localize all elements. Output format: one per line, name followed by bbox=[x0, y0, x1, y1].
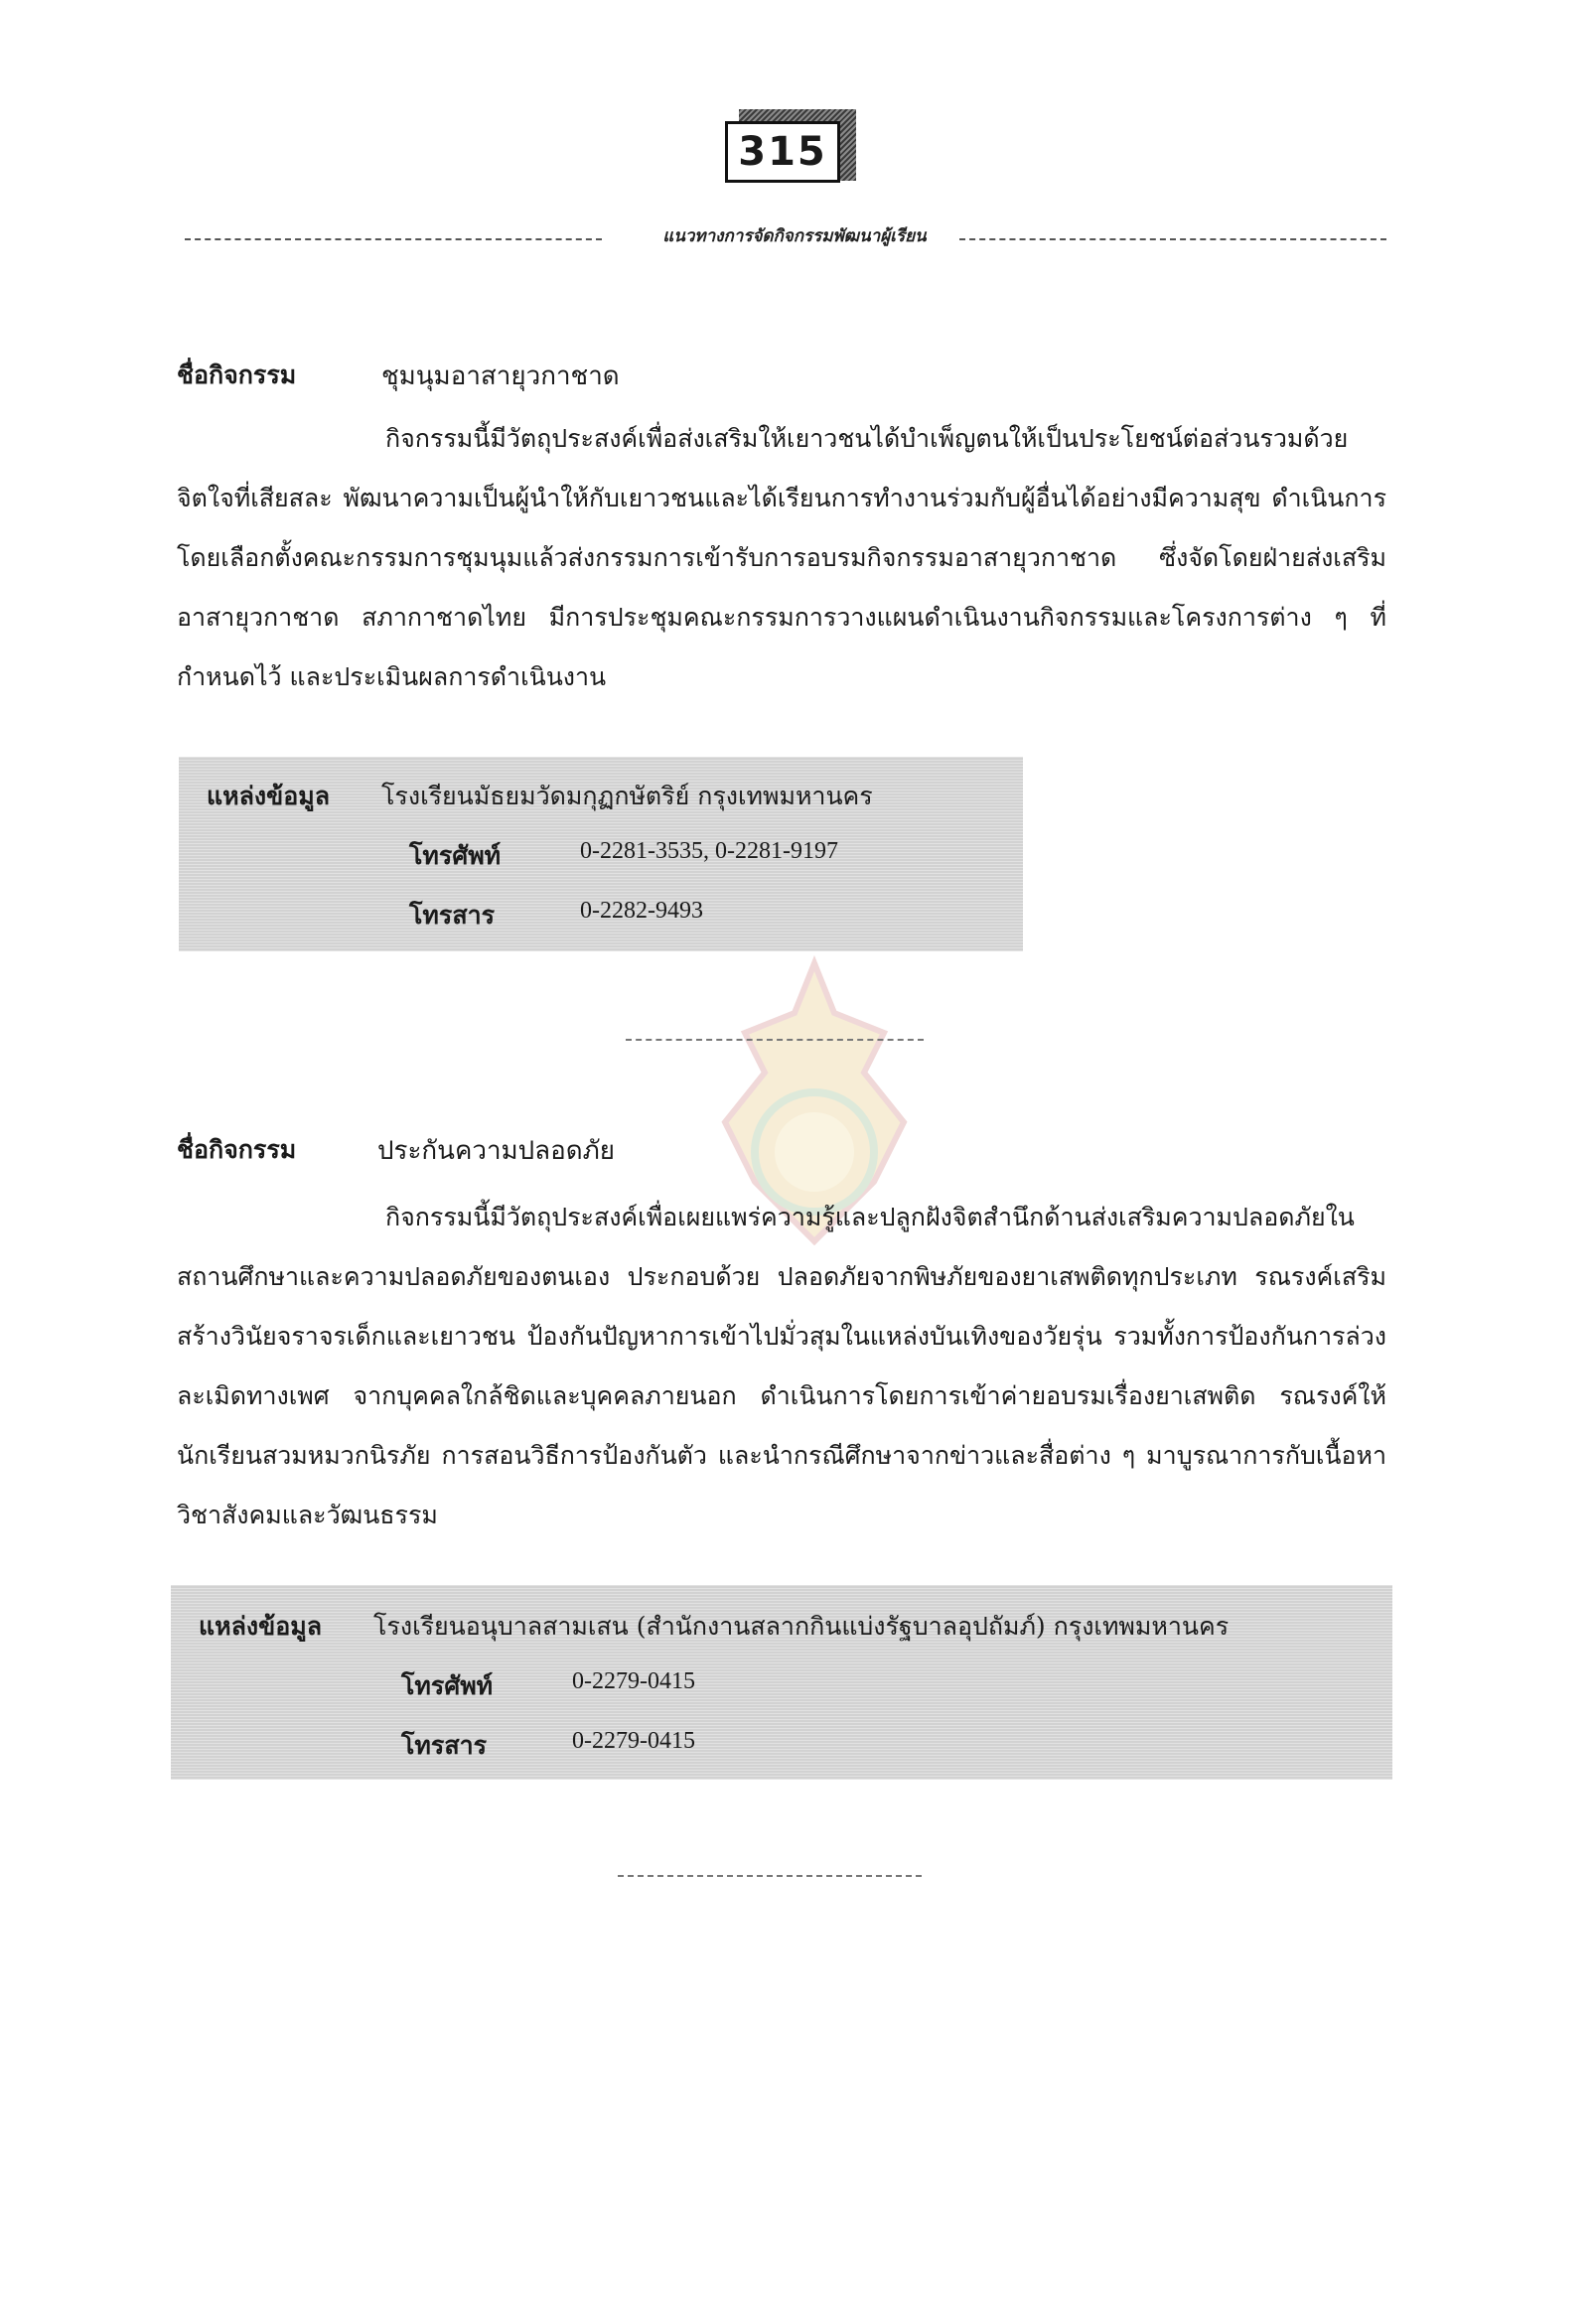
activity-2-label: ชื่อกิจกรรม bbox=[177, 1135, 297, 1164]
activity-1-label: ชื่อกิจกรรม bbox=[177, 360, 297, 389]
page-number: 315 bbox=[725, 121, 840, 183]
header-rule-left bbox=[185, 238, 602, 240]
activity-1-source-box bbox=[179, 757, 1023, 951]
activity-1-name: ชุมนุมอาสายุวกาชาด bbox=[381, 361, 620, 391]
activity-1-source-label: แหล่งข้อมูล bbox=[207, 782, 331, 810]
section-divider-1 bbox=[626, 1039, 924, 1041]
activity-2-source-box bbox=[171, 1585, 1392, 1780]
activity-1-phone-label: โทรศัพท์ bbox=[409, 841, 502, 870]
activity-2-name: ประกันความปลอดภัย bbox=[377, 1136, 615, 1166]
header-rule-right bbox=[959, 238, 1386, 240]
activity-2-fax-label: โทรสาร bbox=[401, 1731, 488, 1760]
activity-2-phone-label: โทรศัพท์ bbox=[401, 1671, 494, 1700]
activity-1-fax: 0-2282-9493 bbox=[580, 898, 703, 924]
activity-2-source-name: โรงเรียนอนุบาลสามเสน (สำนักงานสลากกินแบ่งรัฐบาลอุปถัมภ์) กรุงเทพมหานคร bbox=[373, 1612, 1230, 1641]
activity-1-description: กิจกรรมนี้มีวัตถุประสงค์เพื่อส่งเสริมให้เยาวชนได้บำเพ็ญตนให้เป็นประโยชน์ต่อส่วนรวมด้วยจิตใจที่เสียสละ พัฒนาความเป็นผู้นำให้กับเยาวชนและได้เรียนการทำงานร่วมกับผู้อื่นได้อย่างมีความสุข ดำเนินการโดยเลือกตั้งคณะกรรมการชุมนุมแล้วส่งกรรมการเข้ารับการอบรมกิจกรรมอาสายุวกาชาด ซึ่งจัดโดยฝ่ายส่งเสริมอาสายุวกาชาด สภากาชาดไทย มีการประชุมคณะกรรมการวางแผนดำเนินงานกิจกรรมและโครงการต่าง ๆ ที่กำหนดไว้ และประเมินผลการดำเนินงาน bbox=[177, 424, 1386, 691]
activity-2-description: กิจกรรมนี้มีวัตถุประสงค์เพื่อเผยแพร่ความรู้และปลูกฝังจิตสำนึกด้านส่งเสริมความปลอดภัยในสถานศึกษาและความปลอดภัยของตนเอง ประกอบด้วย ปลอดภัยจากพิษภัยของยาเสพติดทุกประเภท รณรงค์เสริมสร้างวินัยจราจรเด็กและเยาวชน ป้องกันปัญหาการเข้าไปมั่วสุมในแหล่งบันเทิงของวัยรุ่น รวมทั้งการป้องกันการล่วงละเมิดทางเพศ จากบุคคลใกล้ชิดและบุคคลภายนอก ดำเนินการโดยการเข้าค่ายอบรมเรื่องยาเสพติด รณรงค์ให้นักเรียนสวมหมวกนิรภัย การสอนวิธีการป้องกันตัว และนำกรณีศึกษาจากข่าวและสื่อต่าง ๆ มาบูรณาการกับเนื้อหาวิชาสังคมและวัฒนธรรม bbox=[177, 1203, 1386, 1529]
activity-2-fax: 0-2279-0415 bbox=[572, 1728, 695, 1754]
activity-1-fax-label: โทรสาร bbox=[409, 901, 496, 930]
activity-1-source-name: โรงเรียนมัธยมวัดมกุฏกษัตริย์ กรุงเทพมหานคร bbox=[381, 782, 873, 810]
activity-2-phone: 0-2279-0415 bbox=[572, 1668, 695, 1694]
section-divider-2 bbox=[618, 1875, 922, 1877]
activity-1-phone: 0-2281-3535, 0-2281-9197 bbox=[580, 838, 838, 864]
running-header: แนวทางการจัดกิจกรรมพัฒนาผู้เรียน bbox=[662, 226, 927, 246]
page-number-badge bbox=[725, 121, 848, 191]
activity-2-source-label: แหล่งข้อมูล bbox=[199, 1612, 323, 1641]
